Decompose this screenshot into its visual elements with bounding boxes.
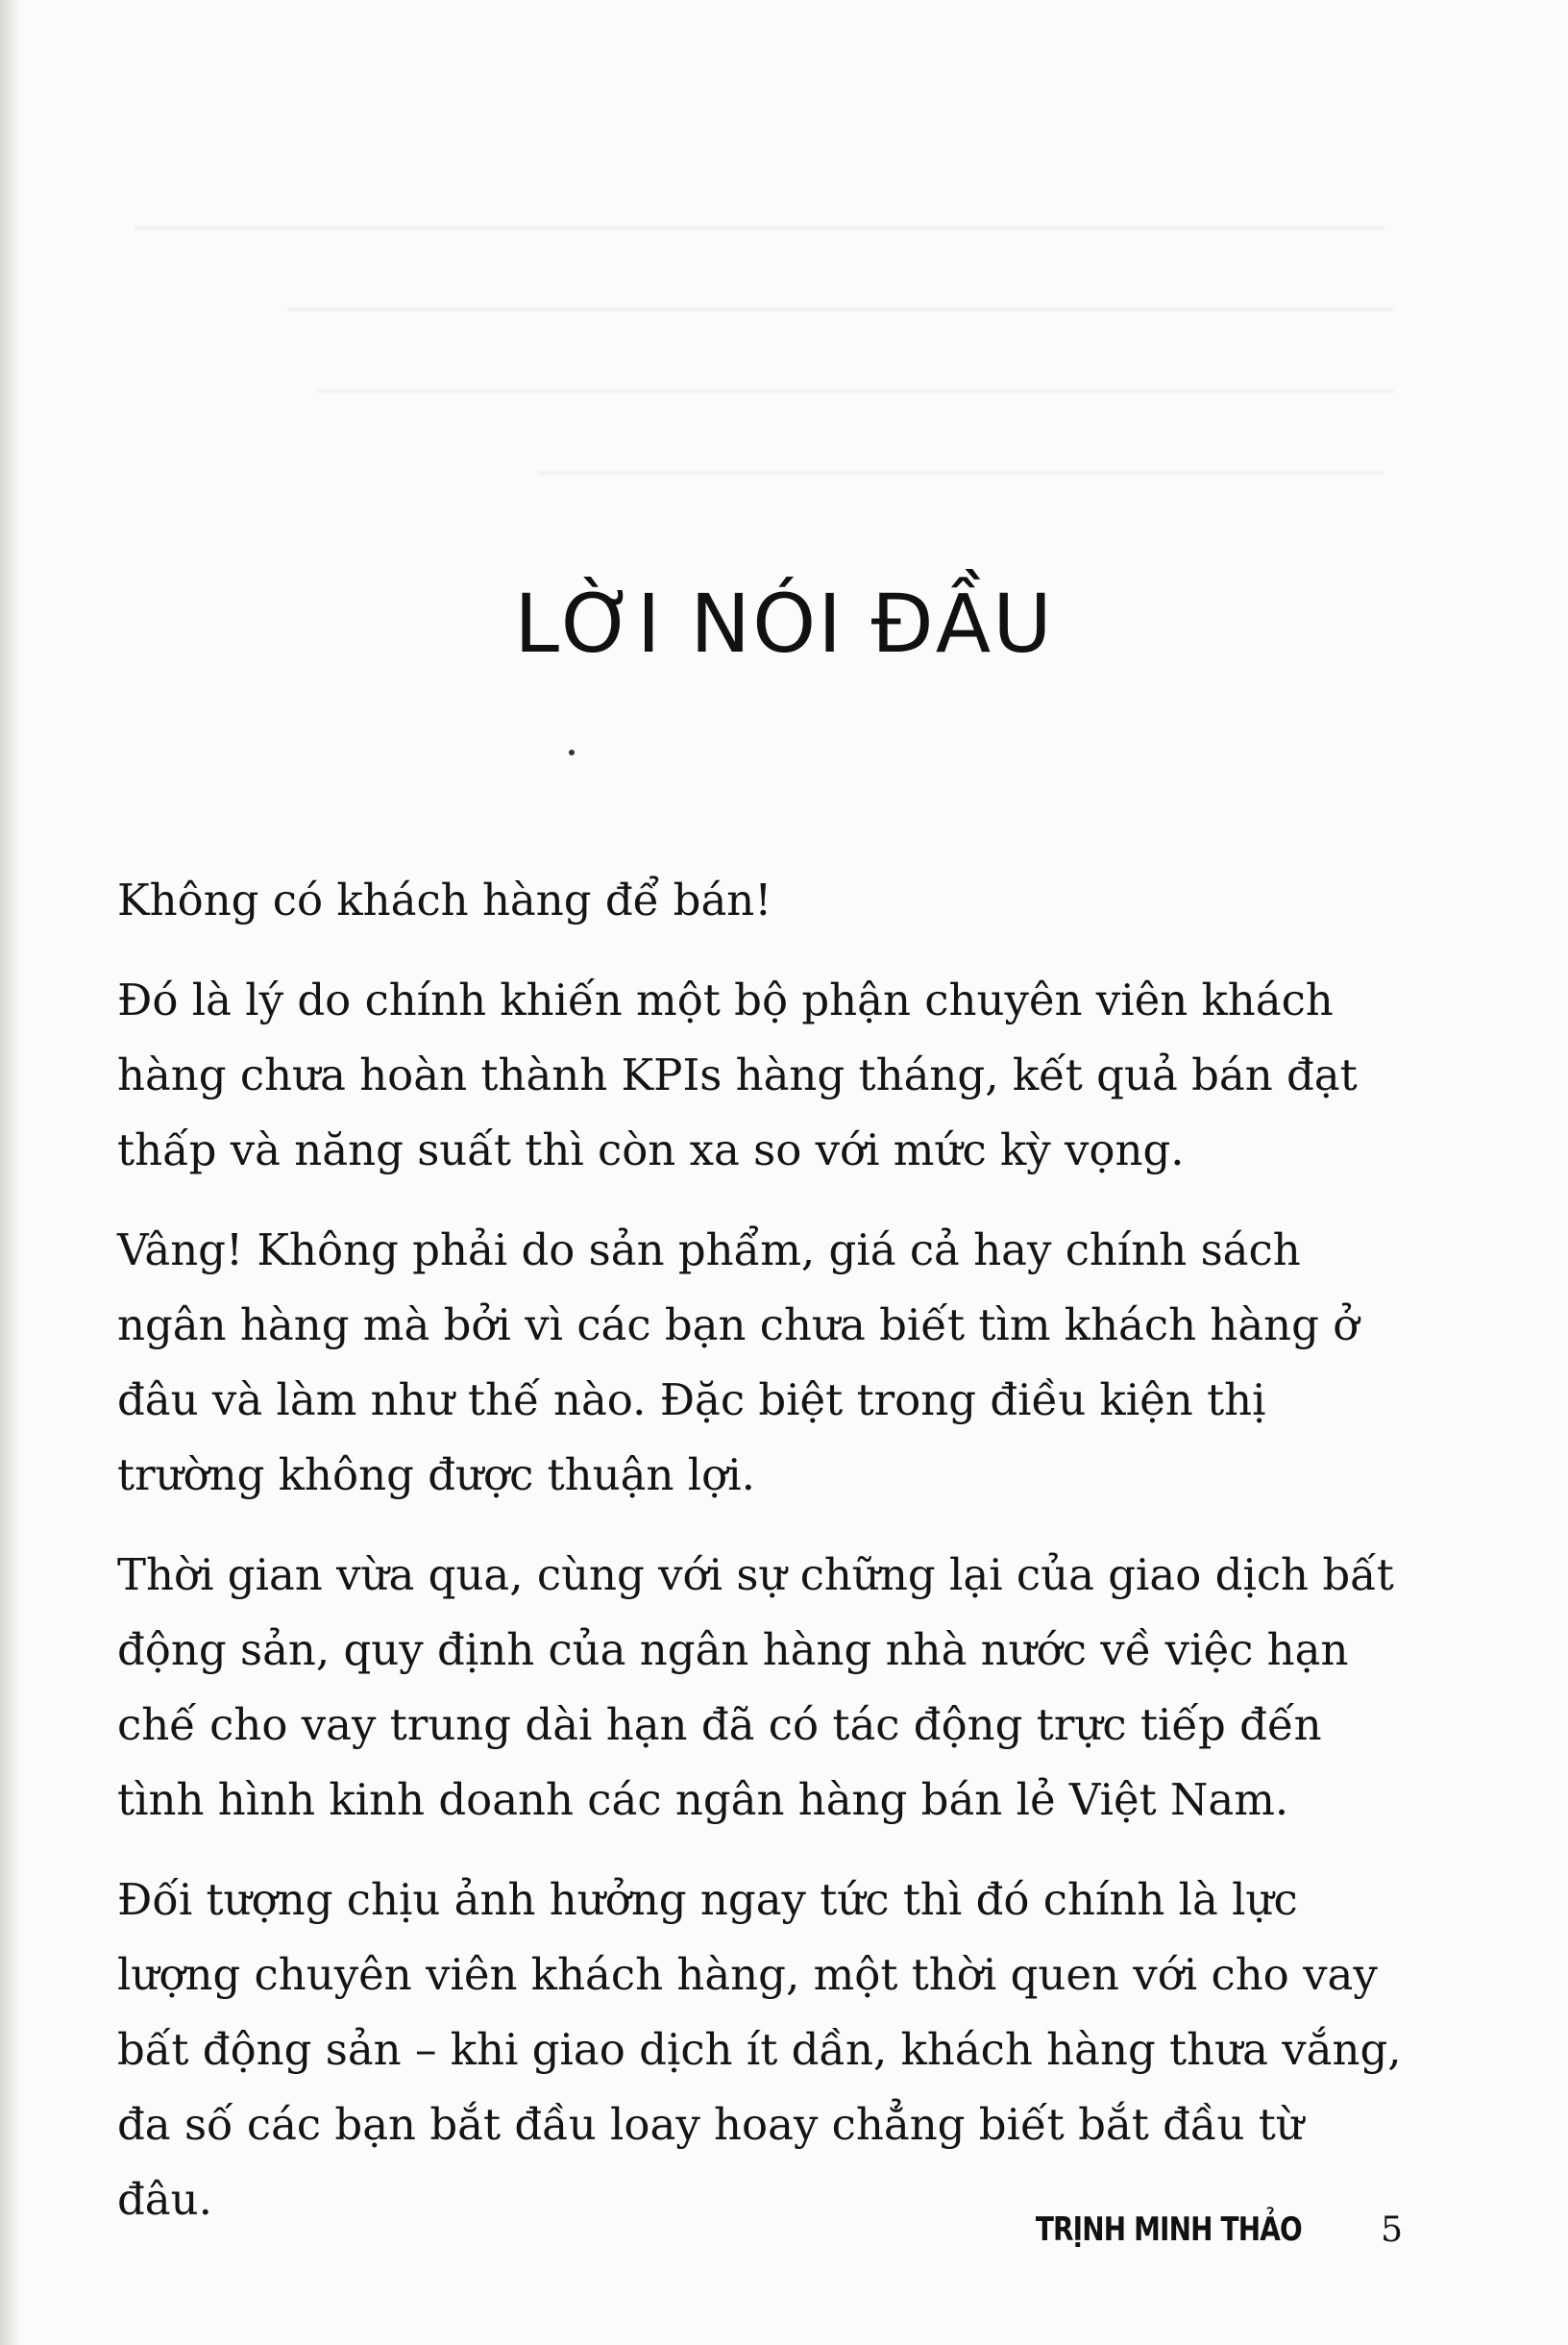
show-through-line — [135, 226, 1384, 230]
page-number: 5 — [1381, 2210, 1403, 2250]
paragraph-4: Thời gian vừa qua, cùng với sự chững lại của giao dịch bất động sản, quy định của ngân hàng nhà nước về việc hạn chế cho vay trung dài hạn đã có tác động trực tiếp đến tình hình kinh doanh các ngân hàng bán lẻ Việt Nam. — [117, 1549, 1394, 1825]
page-binding-edge — [0, 0, 21, 2345]
page-title: LỜI NÓI ĐẦU — [514, 577, 1054, 671]
page-footer — [0, 2210, 1568, 2268]
decorative-dot — [569, 750, 575, 755]
paragraph-5: Đối tượng chịu ảnh hưởng ngay tức thì đó chính là lực lượng chuyên viên khách hàng, một thời quen với cho vay bất động sản – khi giao dịch ít dần, khách hàng thưa vắng, đa số các bạn bắt đầu loay hoay chẳng biết bắt đầu từ đâu. — [117, 1874, 1402, 2225]
body-text — [117, 863, 1410, 2262]
author-name: TRỊNH MINH THẢO — [1035, 2210, 1302, 2249]
show-through-line — [317, 389, 1393, 393]
paragraph-2: Đó là lý do chính khiến một bộ phận chuyên viên khách hàng chưa hoàn thành KPIs hàng tháng, kết quả bán đạt thấp và năng suất thì còn xa so với mức kỳ vọng. — [117, 975, 1358, 1175]
show-through-line — [538, 471, 1384, 475]
show-through-line — [288, 308, 1393, 311]
paragraph-1: Không có khách hàng để bán! — [117, 875, 772, 926]
paragraph-3: Vâng! Không phải do sản phẩm, giá cả hay chính sách ngân hàng mà bởi vì các bạn chưa biết tìm khách hàng ở đâu và làm như thế nào. Đặc biệt trong điều kiện thị trường không được thuận lợi. — [117, 1224, 1360, 1500]
